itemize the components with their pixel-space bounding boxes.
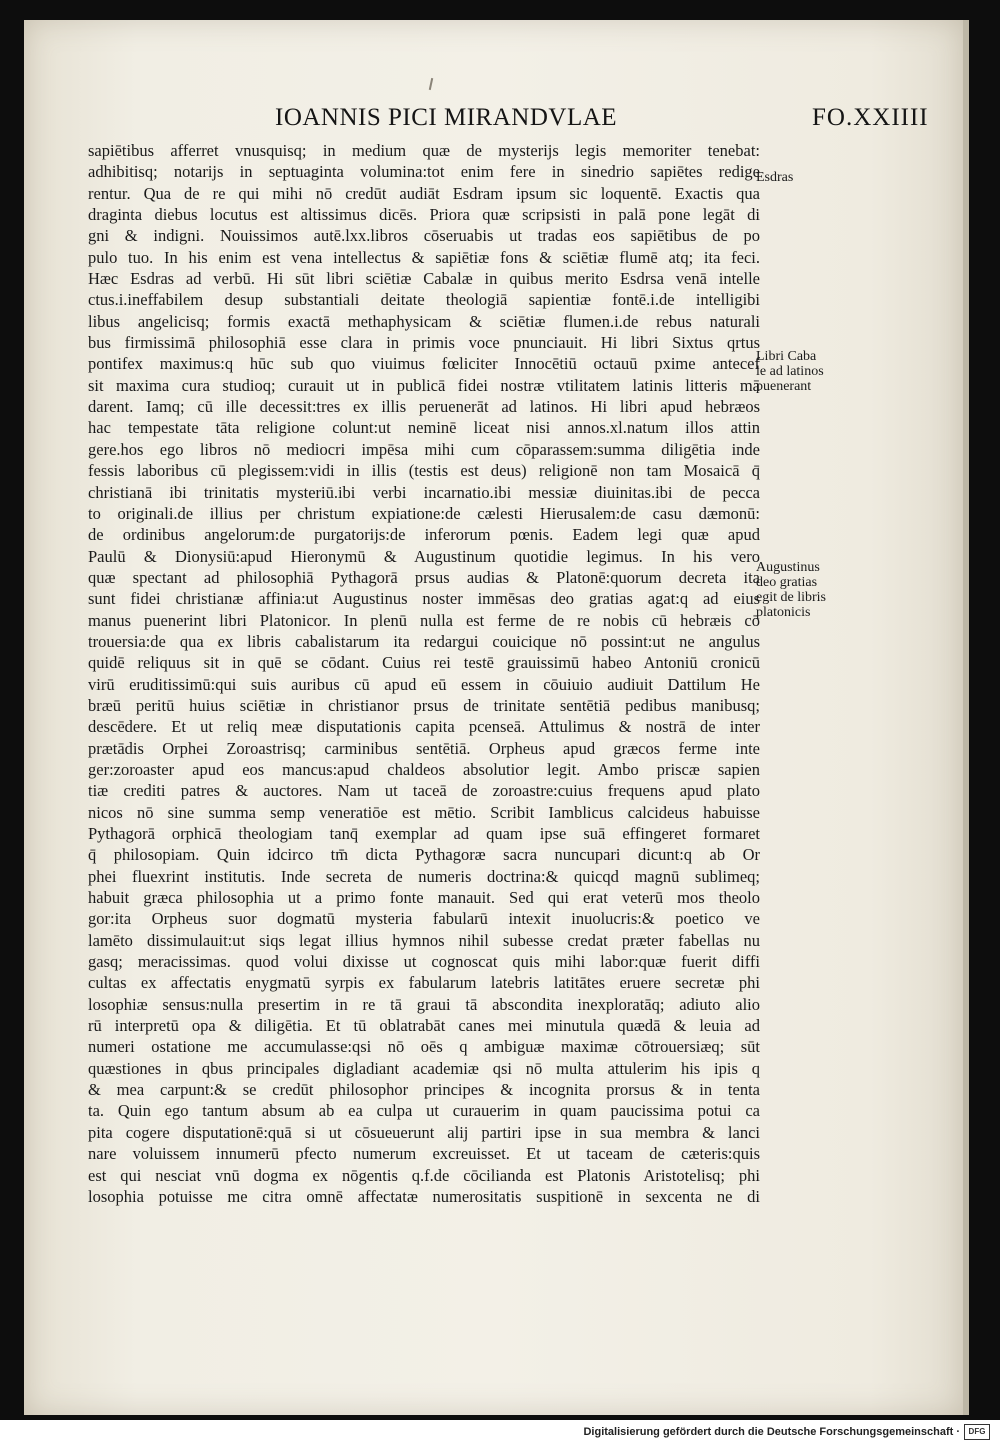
text-line: est qui nesciat vnū dogma ex nōgentis q.f.de cōcilianda est Platonis Aristotelisq; phi xyxy=(88,1165,760,1185)
text-line: ger:zoroaster apud eos mancus:apud chaldeos absolutior legit. Ambo priscæ sapien xyxy=(88,759,760,779)
text-line: nare voluissem innumerū pfecto numerum excreuisset. Et ut taceam de cæteris:quis xyxy=(88,1144,760,1164)
text-line: nicos nō sine summa semp veneratiōe est mētio. Scribit Iamblicus calcideus habuisse xyxy=(88,802,760,822)
text-line: rentur. Qua de re qui mihi nō credūt audiāt Esdram ipsum sic loquentē. Exactis qua xyxy=(88,183,760,203)
text-line: quidē reliquus sit in quē se cōdant. Cuius rei testē grauissimū habeo Antoniū cronicū xyxy=(88,653,760,673)
marginal-note-line: puenerant xyxy=(756,379,812,394)
marginal-note-line: egit de libris xyxy=(756,590,826,605)
text-line: phei fluexrint institutis. Inde secreta de numeris doctrina:& quicqd magnū sublimeq; xyxy=(88,866,760,886)
marginal-note-line: Augustinus xyxy=(756,560,820,575)
text-line: draginta diebus locutus est altissimus dicēs. Priora quæ scripsisti in palā pone legāt di xyxy=(88,205,760,225)
text-line: losophia potuisse me citra omnē affectatæ numerositatis suspitionē in sexcenta ne di xyxy=(88,1186,760,1206)
marginal-note-line: Libri Caba xyxy=(756,349,817,364)
text-line: pita cogere disputationē:quā si ut cōsueuerunt alij partiri ipse in sua membra & lanci xyxy=(88,1122,760,1142)
text-line: gasq; meracissimas. quod volui dixisse ut cognoscat quis mihi labor:quæ fuerit diffi xyxy=(88,952,760,972)
text-line: christianā ibi trinitatis mysteriū.ibi verbi incarnatio.ibi messiæ diuinitas.ibi de pecca xyxy=(88,482,760,502)
text-line: Paulū & Dionysiū:apud Hieronymū & Augustinum quotidie legimus. In his vero xyxy=(88,546,760,566)
text-line: gere.hos ego libros nō mediocri impēsa mihi cum cōparassem:summa diligētia inde xyxy=(88,439,760,459)
text-line: adhibitisq; notarijs in septuaginta volumina:tot enim fere in sinedrio sapiētes redige xyxy=(88,162,760,182)
page-edge xyxy=(963,20,969,1415)
text-line: numeri ostatione me accumulasse:qsi nō oēs q ambiguæ maximæ cōtrouersiæq; sūt xyxy=(88,1037,760,1057)
marginal-note-esdras xyxy=(756,170,846,185)
text-line: ta. Quin ego tantum absum ab ea culpa ut curauerim in quam paucissima potui ca xyxy=(88,1101,760,1121)
text-line: descēdere. Et ut reliq meæ disputationis capita pcenseā. Attulimus & nostrā de inter xyxy=(88,717,760,737)
text-line: darent. Iamq; cū ille decessit:tres ex illis peruenerāt ad latinos. Hi libri apud hebræos xyxy=(88,397,760,417)
text-line: q̄ philosopiam. Quin idcirco tm̄ dicta Pythagoræ sacra nuncupari dicunt:q ab Or xyxy=(88,845,760,865)
main-text-block xyxy=(88,140,760,1207)
text-line: losophiæ sensus:nulla presertim in re tā graui tā abscondita inexploratāq; adiuto alio xyxy=(88,994,760,1014)
text-line: virū eruditissimū:qui suis auribus cū apud eū essem in cōuiuio audiuit Dattilum He xyxy=(88,674,760,694)
text-line: gor:ita Orpheus suor dogmatū mysteria fabularū intexit inuolucris:& poetico ve xyxy=(88,909,760,929)
text-line: ctus.i.ineffabilem desup substantiali deitate theologiā sapientiæ fontē.i.de intelligibi xyxy=(88,290,760,310)
text-line: Hæc Esdras ad verbū. Hi sūt libri sciētiæ Cabalæ in quibus merito Esdrsa venā intelle xyxy=(88,269,760,289)
marginal-note-line: le ad latinos xyxy=(756,364,824,379)
marginal-note-line: deo gratias xyxy=(756,575,818,590)
running-head: IOANNIS PICI MIRANDVLAE xyxy=(275,104,618,131)
text-line: sit maxima cura studioq; curauit ut in publicā fidei nostræ vtilitatem latinis litteris mā xyxy=(88,375,760,395)
text-line: bræū peritū huius sciētiæ in christianor prsus de trinitate sentētiā pedibus manibusq; xyxy=(88,695,760,715)
marginal-note-line: platonicis xyxy=(756,605,811,620)
text-line: hac tempestate tāta religione colunt:ut neminē liceat nisi annos.xl.natum illos attin xyxy=(88,418,760,438)
text-line: prætādis Orphei Zoroastrisq; carminibus sentētiā. Orpheus apud græcos ferme inte xyxy=(88,738,760,758)
text-line: & mea carpunt:& se credūt philosophor principes & incognita prorsus & in tenta xyxy=(88,1080,760,1100)
text-line: Pythagorā orphicā theologiam tanq̄ exemplar ad quam ipse suā effingeret formaret xyxy=(88,824,760,843)
text-line: quæstiones in qbus principales digladiant academiæ qsi nō multa attulerim his ipis q xyxy=(88,1058,760,1078)
marginal-note-libri-cabale xyxy=(756,349,846,394)
text-line: pontifex maximus:q hūc sub quo viuimus fœliciter Innocētiū octauū pxime antecef xyxy=(88,354,760,374)
text-line: sunt fidei christianæ affinia:ut Augustinus noster immēsas deo gratias agat:q ad eius xyxy=(88,589,760,609)
text-line: to originali.de illius per christum expiatione:de cælesti Hierusalem:de casu dæmonū: xyxy=(88,503,760,523)
text-line: libus angelicisq; formis exactā methaphysicam & sciētiæ flumen.i.de rebus naturali xyxy=(88,311,760,331)
text-line: bus firmissimā philosophiā esse clara in primis voce pnunciauit. Hi libri Sixtus qrtus xyxy=(88,333,760,353)
text-line: de ordinibus angelorum:de purgatorijs:de inferorum pœnis. Eadem legi quæ apud xyxy=(88,525,760,545)
text-line: cultas ex affectatis enygmatū syrpis ex fabularum latebris latitātes eruere secretæ phi xyxy=(88,973,760,993)
dfg-logo: DFG xyxy=(964,1424,990,1440)
text-line: trouersia:de qua ex libris cabalistarum ita redargui couicique nō possint:ut ne angulus xyxy=(88,631,760,651)
marginal-note-line: Esdras xyxy=(756,170,794,185)
text-line: lamēto dissimulauit:ut siqs legat illius hymnos nihil subesse credat præter fabellas nu xyxy=(88,930,760,950)
text-line: tiæ crediti patres & auctores. Nam ut taceā de zoroastre:cuius frequens apud plato xyxy=(88,781,760,801)
text-line: gni & indigni. Nouissimos autē.lxx.libros cōseruabis ut tradas eos sapiētibus de po xyxy=(88,226,760,246)
digitization-credit: Digitalisierung gefördert durch die Deutsche Forschungsgemeinschaft · xyxy=(583,1426,960,1438)
text-line: fessis laboribus cū plegissem:vidi in illis (testis est deus) religionē non tam Mosaicā q̄ xyxy=(88,461,760,481)
marginal-note-augustinus xyxy=(756,560,846,620)
text-line: rū interpretū opa & diligētia. Et tū oblatrabāt canes mei minutula quædā & leuia ad xyxy=(88,1016,760,1036)
text-line: pulo tuo. In his enim est vena intellectus & sapiētiæ fons & sciētiæ flumē atq; ita feci. xyxy=(88,247,760,267)
text-line: manus puenerint libri Platonicor. In plenū nulla est ferme de re nobis cū hebræis cō xyxy=(88,610,760,630)
text-line: quæ spectant ad philosophiā Pythagorā prsus audias & Platonē:quorum decreta ita xyxy=(88,567,760,587)
text-line: habuit græca philosophia ut a primo fonte manauit. Sed qui erat veterū mos theolo xyxy=(88,888,760,908)
folio-number: FO.XXIIII xyxy=(812,104,929,131)
text-line: sapiētibus afferret vnusquisq; in medium quæ de mysterijs legis memoriter tenebat: xyxy=(88,141,760,160)
